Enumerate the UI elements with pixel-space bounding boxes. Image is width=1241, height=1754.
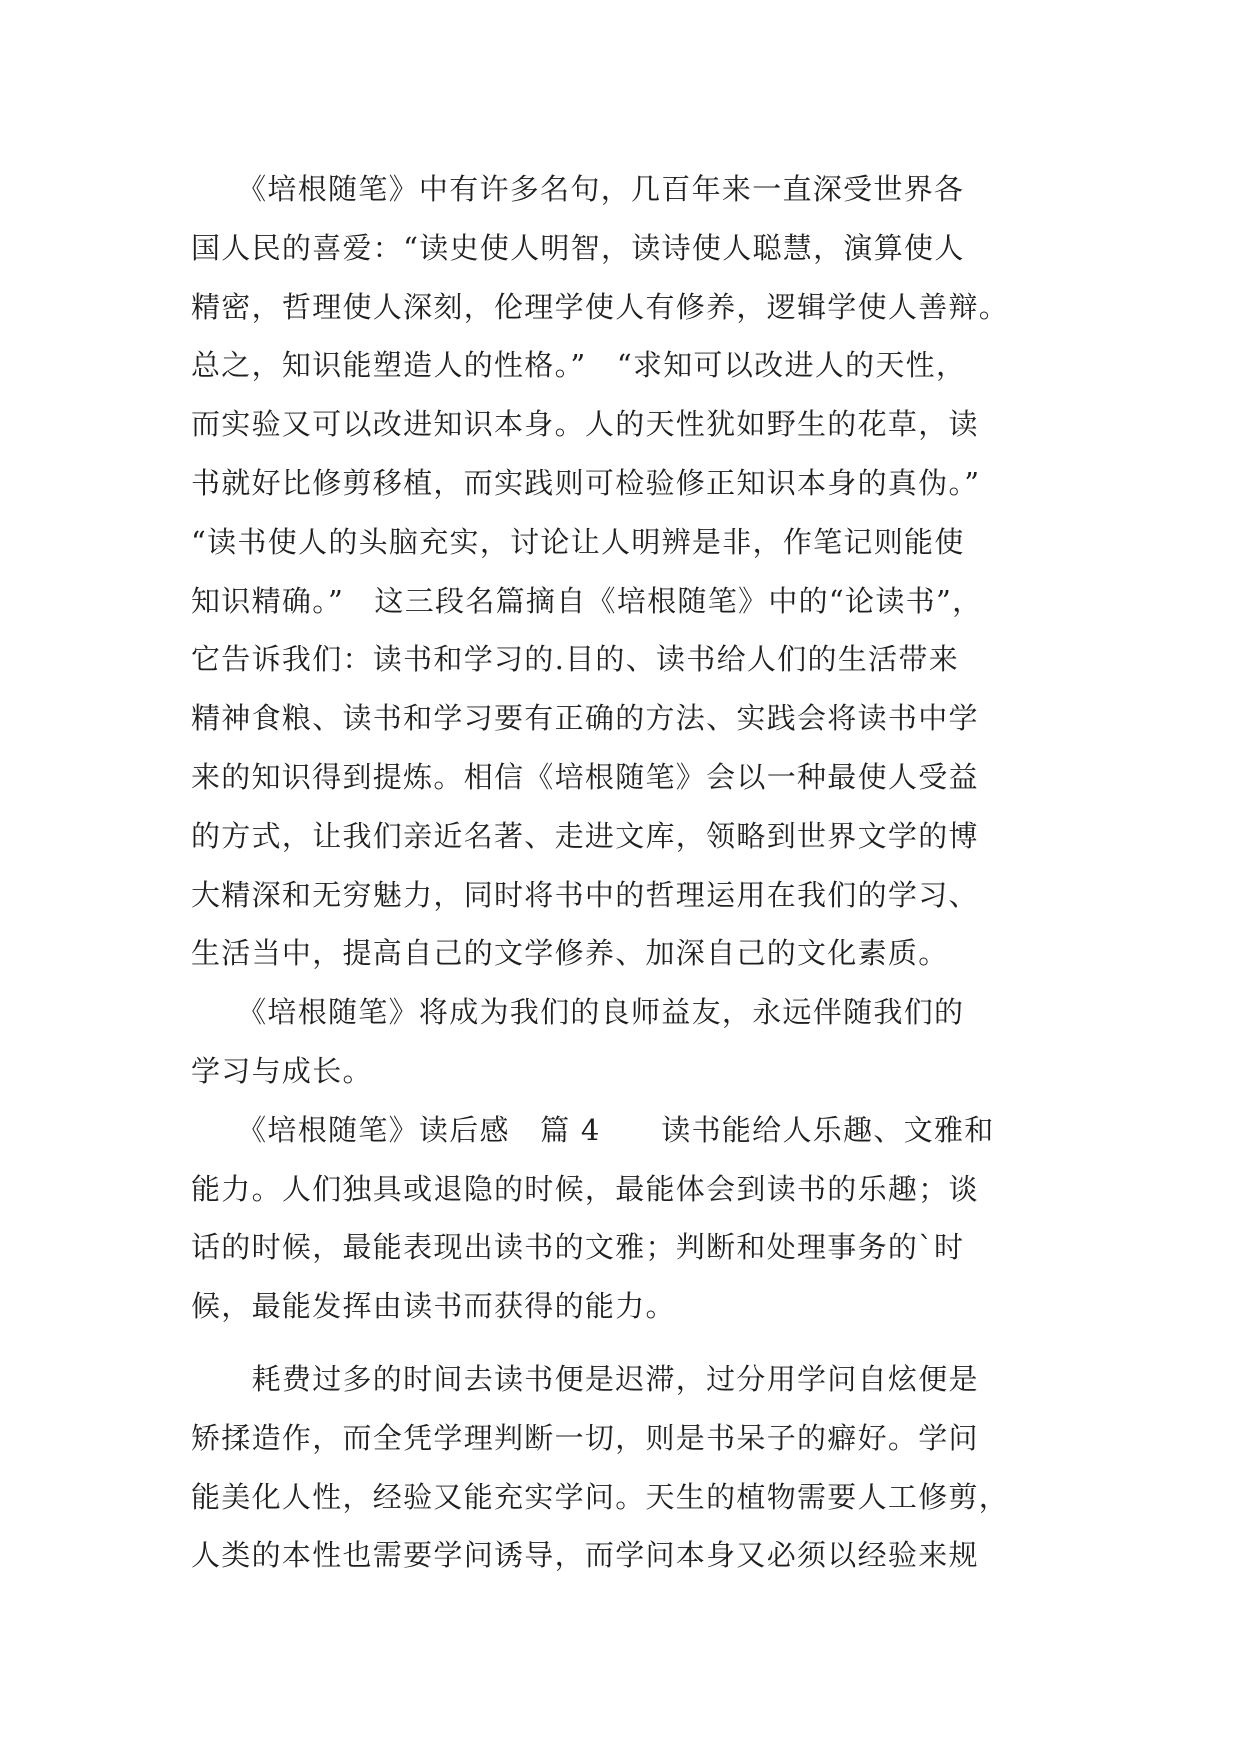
text-line: 话的时候，最能表现出读书的文雅；判断和处理事务的`时 [191,1230,965,1265]
text-line: 候，最能发挥由读书而获得的能力。 [191,1289,676,1324]
text-line: 学习与成长。 [191,1053,373,1088]
section-heading-line: 《培根随笔》读后感 篇 4 读书能给人乐趣、文雅和 [191,1112,995,1147]
text-line: 精神食粮、读书和学习要有正确的方法、实践会将读书中学 [191,701,979,736]
text-line: 总之，知识能塑造人的性格。” “求知可以改进人的天性， [191,348,967,383]
paragraph-gap [191,1336,1051,1350]
text-line: 而实验又可以改进知识本身。人的天性犹如野生的花草，读 [191,407,979,442]
text-line: 它告诉我们：读书和学习的.目的、读书给人们的生活带来 [191,642,960,677]
document-body [191,160,1051,1585]
text-line: “读书使人的头脑充实，讨论让人明辨是非，作笔记则能使 [191,524,965,559]
text-line: 《培根随笔》将成为我们的良师益友，永远伴随我们的 [191,995,965,1030]
text-line: 《培根随笔》中有许多名句，几百年来一直深受世界各 [191,172,965,206]
text-line: 来的知识得到提炼。相信《培根随笔》会以一种最使人受益 [191,759,979,794]
text-line: 人类的本性也需要学问诱导，而学问本身又必须以经验来规 [191,1538,979,1573]
text-line: 精密，哲理使人深刻，伦理学使人有修养，逻辑学使人善辩。 [191,289,1010,324]
text-line: 矫揉造作，而全凭学理判断一切，则是书呆子的癖好。学问 [191,1420,979,1455]
text-line: 书就好比修剪移植，而实践则可检验修正知识本身的真伪。” [191,465,981,500]
text-line: 能力。人们独具或退隐的时候，最能体会到读书的乐趣；谈 [191,1171,979,1206]
text-line: 知识精确。” 这三段名篇摘自《培根随笔》中的“论读书”， [191,583,983,618]
text-line: 耗费过多的时间去读书便是迟滞，过分用学问自炫便是 [191,1361,979,1396]
text-line: 的方式，让我们亲近名著、走进文库，领略到世界文学的博 [191,818,979,853]
text-line: 大精深和无穷魅力，同时将书中的哲理运用在我们的学习、 [191,877,979,912]
text-line: 生活当中，提高自己的文学修养、加深自己的文化素质。 [191,936,949,971]
text-line: 能美化人性，经验又能充实学问。天生的植物需要人工修剪， [191,1479,1010,1514]
text-line: 国人民的喜爱：“读史使人明智，读诗使人聪慧，演算使人 [191,230,965,265]
